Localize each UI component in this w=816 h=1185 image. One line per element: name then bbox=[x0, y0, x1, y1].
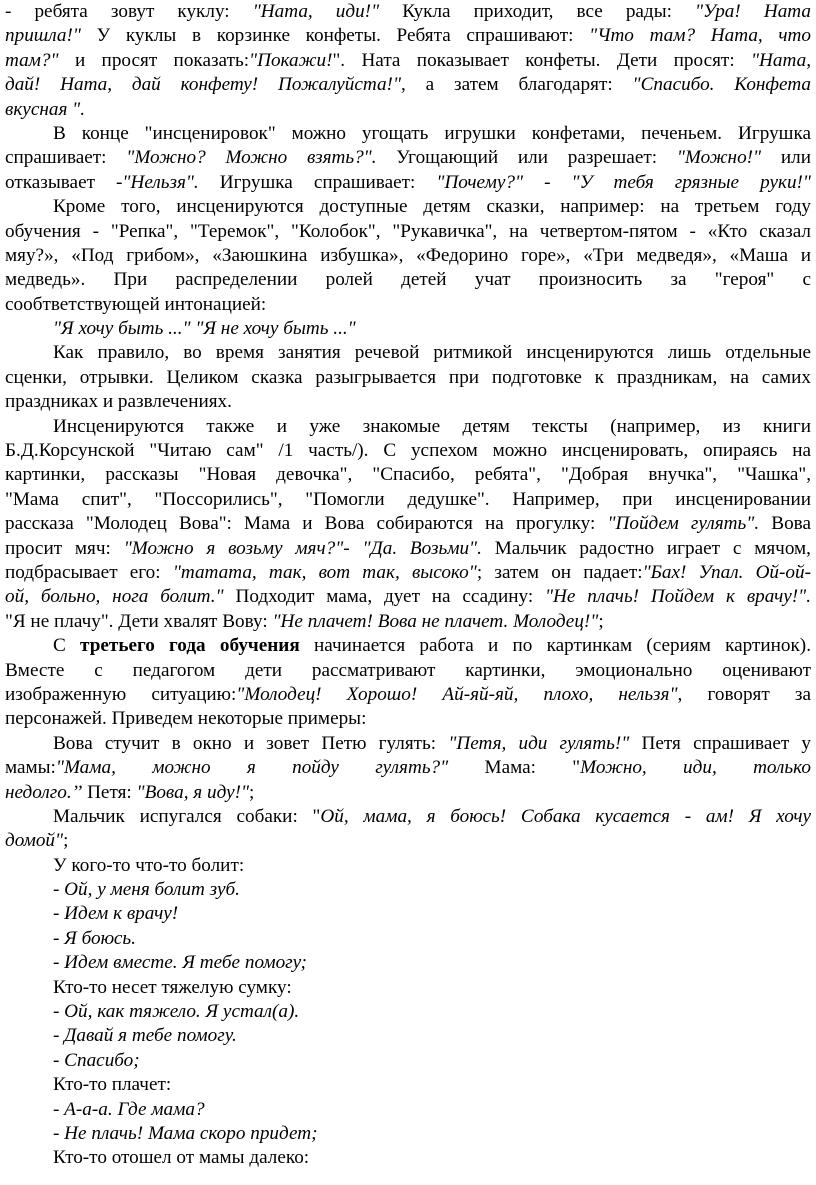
text-run: - Ой, как тяжело. Я устал(а). bbox=[53, 1001, 300, 1023]
text-run: "Мама спит", "Поссорились", "Помогли дедушке". Например, при инсценировании bbox=[5, 488, 811, 510]
text-run: - А-а-а. Где мама? bbox=[53, 1098, 205, 1120]
text-run: "Нельзя". bbox=[122, 171, 199, 193]
text-run: Угощающий или разрешает: bbox=[376, 147, 677, 169]
text-line bbox=[5, 1098, 811, 1122]
text-run: "Что там? Ната, что bbox=[589, 25, 811, 47]
text-run: С bbox=[53, 635, 81, 657]
text-line bbox=[5, 732, 811, 756]
text-line bbox=[5, 878, 811, 902]
text-run: Мальчик радостно играет с мячом, bbox=[481, 537, 811, 559]
text-line bbox=[5, 293, 811, 317]
text-run: "Покажи! bbox=[249, 49, 333, 71]
text-run: "Мама, можно я пойду гулять?" bbox=[55, 757, 449, 779]
text-run: Кроме того, инсценируются доступные детям сказки, например: на третьем году bbox=[53, 196, 811, 218]
text-line bbox=[5, 756, 811, 780]
text-line bbox=[5, 683, 811, 707]
text-run: начинается работа и по картинкам (сериям картинок). bbox=[299, 635, 811, 657]
text-line bbox=[5, 171, 811, 195]
text-run: "Не плачь! Пойдем к врачу!". bbox=[545, 586, 811, 608]
text-run: Кто-то отошел от мамы далеко: bbox=[53, 1147, 310, 1169]
text-run: отказывает - bbox=[5, 171, 123, 193]
text-line bbox=[5, 49, 811, 73]
text-run: и просят показать: bbox=[58, 49, 250, 71]
text-run: - Ой, у меня болит зуб. bbox=[53, 879, 240, 901]
text-line bbox=[5, 659, 811, 683]
text-run: рассказа "Молодец Вова": Мама и Вова собираются на прогулку: bbox=[5, 513, 608, 535]
text-run: домой" bbox=[5, 830, 64, 852]
text-line bbox=[5, 366, 811, 390]
text-line bbox=[5, 0, 811, 24]
text-run: Кукла приходит, все рады: bbox=[379, 1, 695, 22]
text-line bbox=[5, 927, 811, 951]
text-line bbox=[5, 341, 811, 365]
text-run: ; bbox=[63, 830, 69, 852]
text-line bbox=[5, 98, 811, 122]
text-line bbox=[5, 610, 811, 634]
text-line bbox=[5, 829, 811, 853]
text-run: В конце "инсценировок" можно угощать игрушки конфетами, печеньем. Игрушка bbox=[53, 122, 811, 144]
text-run: "Ната, bbox=[751, 49, 811, 71]
text-line bbox=[5, 781, 811, 805]
text-run: Можно, иди, только bbox=[580, 757, 811, 779]
text-run: "Ура! Ната bbox=[695, 1, 811, 22]
text-run: "Петя, иди гулять!" bbox=[448, 732, 630, 754]
text-run: "Ната, иди!" bbox=[252, 1, 380, 22]
text-run: "Я не плачу". Дети хвалят Вову: bbox=[5, 610, 273, 632]
text-line bbox=[5, 805, 811, 829]
text-run: ой, больно, нога болит." bbox=[5, 586, 224, 608]
document-text bbox=[5, 0, 811, 1171]
text-run: подбрасывает его: bbox=[5, 561, 173, 583]
text-run: У куклы в корзинке конфеты. Ребята спрашивают: bbox=[80, 25, 590, 47]
text-line bbox=[5, 488, 811, 512]
text-run: "Можно я возьму мяч?"- "Да. Возьми". bbox=[123, 537, 482, 559]
text-line bbox=[5, 268, 811, 292]
text-line bbox=[5, 1146, 811, 1170]
text-run: Вместе с педагогом дети рассматривают картинки, эмоционально оценивают bbox=[5, 659, 811, 681]
text-run: там?" bbox=[5, 49, 59, 71]
text-run: Петя спрашивает у bbox=[629, 732, 812, 754]
text-run: "Можно!" bbox=[676, 147, 762, 169]
text-run: - Не плачь! Мама скоро придет; bbox=[53, 1122, 318, 1144]
text-line bbox=[5, 854, 811, 878]
text-line bbox=[5, 1122, 811, 1146]
text-run: Ой, мама, я боюсь! Собака кусается - ам! Я хочу bbox=[320, 805, 811, 827]
text-run: Мальчик испугался собаки: " bbox=[53, 805, 321, 827]
text-line bbox=[5, 122, 811, 146]
text-line bbox=[5, 390, 811, 414]
text-line bbox=[5, 220, 811, 244]
text-run: Как правило, во время занятия речевой ритмикой инсценируются лишь отдельные bbox=[53, 342, 811, 364]
text-run: мяу?», «Под грибом», «Заюшкина избушка», «Федорино горе», «Три медведя», «Маша и bbox=[5, 244, 811, 266]
text-line bbox=[5, 73, 811, 97]
text-run: "Молодец! Хорошо! Ай-яй-яй, плохо, нельзя" bbox=[236, 683, 678, 705]
text-line bbox=[5, 512, 811, 536]
text-run: Инсценируются также и уже знакомые детям тексты (например, из книги bbox=[53, 415, 811, 437]
text-line bbox=[5, 1049, 811, 1073]
text-line bbox=[5, 1000, 811, 1024]
text-line bbox=[5, 902, 811, 926]
text-run: - Давай я тебе помогу. bbox=[53, 1025, 237, 1047]
text-run: ". Ната показывает конфеты. Дети просят: bbox=[332, 49, 751, 71]
text-run: пришла!" bbox=[5, 25, 81, 47]
text-run: "татата, так, вот так, высоко" bbox=[172, 561, 477, 583]
text-run: - ребята зовут куклу: bbox=[5, 1, 253, 22]
text-line bbox=[5, 415, 811, 439]
text-run: "Не плачет! Вова не плачет. Молодец!" bbox=[272, 610, 599, 632]
text-run: Кто-то несет тяжелую сумку: bbox=[53, 976, 292, 998]
text-line bbox=[5, 537, 811, 561]
text-run: "Спасибо. Конфета bbox=[632, 74, 811, 96]
text-run: "Можно? Можно взять?". bbox=[126, 147, 377, 169]
text-run: - Идем вместе. Я тебе помогу; bbox=[53, 952, 307, 974]
text-run: дай! Ната, дай конфету! Пожалуйста!" bbox=[5, 74, 402, 96]
text-run: персонажей. Приведем некоторые примеры: bbox=[5, 708, 367, 730]
text-run: ; bbox=[598, 610, 604, 632]
text-line bbox=[5, 634, 811, 658]
text-run: мамы: bbox=[5, 757, 56, 779]
text-line bbox=[5, 244, 811, 268]
text-run: ; bbox=[249, 781, 255, 803]
text-run: "Почему?" - "У тебя грязные руки!" bbox=[436, 171, 811, 193]
text-run: Кто-то плачет: bbox=[53, 1074, 172, 1096]
text-run: просит мяч: bbox=[5, 537, 124, 559]
text-run: вкусная ". bbox=[5, 98, 86, 120]
text-run: "Бах! Упал. Ой-ой- bbox=[642, 561, 811, 583]
text-run: "Вова, я иду!" bbox=[136, 781, 250, 803]
text-run: - Спасибо; bbox=[53, 1049, 140, 1071]
text-run: Мама: " bbox=[448, 757, 581, 779]
text-run: третьего года обучения bbox=[80, 635, 300, 657]
text-line bbox=[5, 561, 811, 585]
text-line bbox=[5, 24, 811, 48]
text-run: обучения - "Репка", "Теремок", "Колобок", "Рукавичка", на четвертом-пятом - «Кто сказал bbox=[5, 220, 811, 242]
text-run: ; затем он падает: bbox=[476, 561, 643, 583]
text-run: Б.Д.Корсунской "Читаю сам" /1 часть/). С успехом можно инсценировать, опираясь на bbox=[5, 440, 811, 462]
text-line bbox=[5, 707, 811, 731]
text-line bbox=[5, 463, 811, 487]
text-line bbox=[5, 439, 811, 463]
text-run: "Пойдем гулять". bbox=[607, 513, 760, 535]
text-run: спрашивает: bbox=[5, 147, 127, 169]
text-run: недолго.’’ bbox=[5, 781, 83, 803]
text-line bbox=[5, 146, 811, 170]
text-run: Петя: bbox=[82, 781, 137, 803]
text-run: Подходит мама, дует на ссадину: bbox=[223, 586, 545, 608]
text-line bbox=[5, 976, 811, 1000]
text-run: У кого-то что-то болит: bbox=[53, 854, 245, 876]
text-line bbox=[5, 585, 811, 609]
text-line bbox=[5, 951, 811, 975]
text-run: , говорят за bbox=[677, 683, 811, 705]
text-run: сообтветствующей интонацией: bbox=[5, 293, 267, 315]
text-run: - Идем к врачу! bbox=[53, 903, 179, 925]
text-run: картинки, рассказы "Новая девочка", "Спасибо, ребята", "Добрая внучка", "Чашка", bbox=[5, 464, 811, 486]
text-line bbox=[5, 317, 811, 341]
text-run: - Я боюсь. bbox=[53, 927, 136, 949]
text-line bbox=[5, 1024, 811, 1048]
text-run: Вова bbox=[759, 513, 811, 535]
text-run: , а затем благодарят: bbox=[401, 74, 633, 96]
text-line bbox=[5, 1073, 811, 1097]
text-run: изображенную ситуацию: bbox=[5, 683, 237, 705]
text-run: праздниках и развлечениях. bbox=[5, 391, 232, 413]
text-run: Вова стучит в окно и зовет Петю гулять: bbox=[53, 732, 449, 754]
text-run: сценки, отрывки. Целиком сказка разыгрывается при подготовке к праздникам, на самих bbox=[5, 366, 811, 388]
text-line bbox=[5, 195, 811, 219]
text-run: "Я хочу быть ..." "Я не хочу быть ..." bbox=[53, 318, 356, 340]
text-run: Игрушка спрашивает: bbox=[198, 171, 437, 193]
text-run: или bbox=[761, 147, 811, 169]
text-run: медведь». При распределении ролей детей учат произносить за "героя" с bbox=[5, 269, 811, 291]
